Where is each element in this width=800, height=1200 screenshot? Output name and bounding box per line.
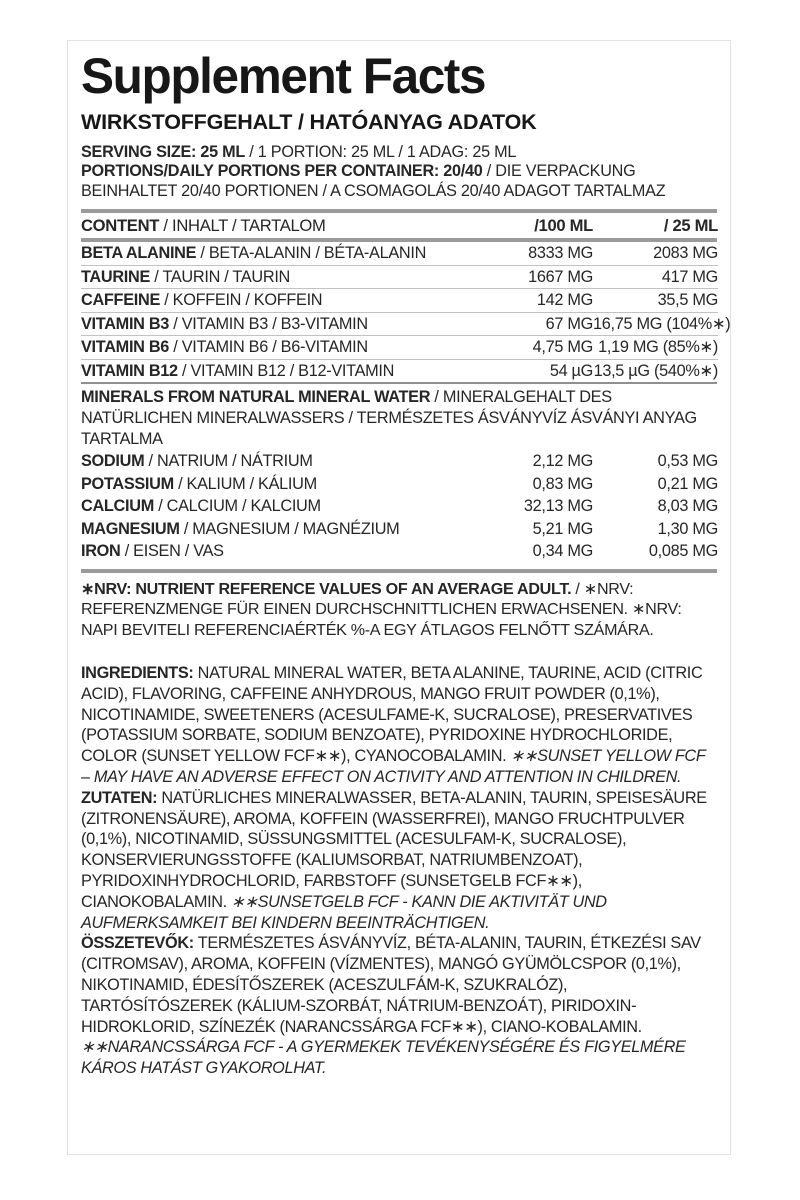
table-row — [81, 360, 718, 383]
ingredients-hu-body: TERMÉSZETES ÁSVÁNYVÍZ, BÉTA-ALANIN, TAURIN, ÉTKEZÉSI SAV (CITROMSAV), AROMA, KOFFEIN (VÍZMENTES), MANGÓ GYÜMÖLCSPOR (0,1%), NIKOTINAMID, ÉDESÍTŐSZEREK (ACESZULFÁM-K, SZUKRALÓZ), TARTÓSÍTÓSZEREK (KÁLIUM-SZORBÁT, NÁTRIUM-BENZOÁT), PIRIDOXIN-HIDROKLORID, SZÍNEZÉK (NARANCSSÁRGA FCF∗∗), CIANO-KOBALAMIN. — [81, 934, 701, 1036]
header-col-25ml: / 25 ML — [663, 216, 718, 235]
mineral-value-100ml: 32,13 MG — [523, 497, 593, 515]
mineral-value-25ml: 8,03 MG — [657, 497, 718, 515]
ingredients-en-warning: ∗∗SUNSET YELLOW FCF – MAY HAVE AN ADVERSE EFFECT ON ACTIVITY AND ATTENTION IN CHILDREN. — [81, 747, 706, 786]
nutrient-name: CAFFEINE — [81, 291, 161, 309]
subtitle: WIRKSTOFFGEHALT / HATÓANYAG ADATOK — [81, 110, 537, 134]
serving-size-label: SERVING SIZE: 25 ML — [81, 142, 246, 161]
table-header-row — [81, 213, 718, 238]
portions-label: PORTIONS/DAILY PORTIONS PER CONTAINER: 20/40 — [81, 162, 483, 180]
mineral-name: CALCIUM — [81, 497, 154, 515]
minerals-top-rule — [81, 382, 717, 384]
ingredients-de-body: NATÜRLICHES MINERALWASSER, BETA-ALANIN, TAURIN, SPEISESÄURE (ZITRONENSÄURE), AROMA, KOFFEIN (WASSERFREI), MANGO FRUCHTPULVER (0,1%), NICOTINAMID, SÜSSUNGSMITTEL (ACESULFAM-K, SUCRALOSE), KONSERVIERUNGSSTOFFE (KALIUMSORBAT, NATRIUMBENZOAT), PYRIDOXINHYDROCHLORID, FARBSTOFF (SUNSETGELB FCF∗∗), CIANOKOBALAMIN. — [81, 788, 707, 911]
mineral-value-100ml: 0,83 MG — [532, 474, 593, 493]
nutrient-name: VITAMIN B6 — [81, 338, 170, 356]
header-content-translations: / INHALT / TARTALOM — [159, 216, 326, 235]
ingredients-en-body: NATURAL MINERAL WATER, BETA ALANINE, TAURINE, ACID (CITRIC ACID), FLAVORING, CAFFEINE ANHYDROUS, MANGO FRUIT POWDER (0,1%), NICOTINAMIDE, SWEETENERS (ACESULFAME-K, SUCRALOSE), PRESERVATIVES (POTASSIUM SORBATE, SODIUM BENZOATE), PYRIDOXINE HYDROCHLORIDE, COLOR (SUNSET YELLOW FCF∗∗), CYANOCOBALAMIN. — [81, 664, 703, 766]
mineral-name-cell — [81, 518, 458, 541]
table-row — [81, 540, 718, 563]
ingredients-en-label: INGREDIENTS: — [81, 664, 194, 682]
nutrient-rows-body — [81, 242, 731, 382]
nutrient-name-cell — [81, 313, 458, 336]
header-content-label: CONTENT — [81, 216, 160, 235]
nutrient-name-cell — [81, 336, 458, 359]
ingredients-hu-label: ÖSSZETEVŐK: — [81, 934, 194, 953]
nutrient-name-translations: / BETA-ALANIN / BÉTA-ALANIN — [196, 244, 427, 262]
minerals-heading-label: MINERALS FROM NATURAL MINERAL WATER — [81, 388, 431, 406]
mineral-value-100ml: 0,34 MG — [532, 542, 593, 560]
table-row — [81, 313, 718, 336]
ingredients-de-label: ZUTATEN: — [81, 788, 158, 807]
header-content-cell — [81, 213, 458, 238]
mineral-value-25ml: 0,085 MG — [648, 542, 718, 560]
nutrient-value-100ml: 142 MG — [536, 291, 593, 309]
serving-size-line — [81, 143, 717, 163]
supplement-facts-panel — [67, 40, 731, 1155]
nutrient-value-25ml: 417 MG — [661, 267, 718, 286]
nutrient-value-100ml: 4,75 MG — [532, 338, 593, 356]
nutrient-value-25ml: 2083 MG — [653, 244, 718, 262]
nutrient-name: TAURINE — [81, 267, 151, 286]
nutrient-name-translations: / TAURIN / TAURIN — [150, 267, 290, 286]
portions-line-cont: BEINHALTET 20/40 PORTIONEN / A CSOMAGOLÁS 20/40 ADAGOT TARTALMAZ — [81, 181, 666, 200]
table-row — [81, 266, 718, 289]
nutrient-name: VITAMIN B12 — [81, 361, 178, 380]
nutrient-name-translations: / VITAMIN B6 / B6-VITAMIN — [169, 338, 368, 356]
mineral-value-25ml: 0,21 MG — [657, 474, 718, 493]
mineral-name-translations: / EISEN / VAS — [120, 542, 224, 560]
nutrient-name-cell — [81, 289, 458, 312]
nrv-label: ∗NRV: NUTRIENT REFERENCE VALUES OF AN AVERAGE ADULT. — [81, 579, 572, 598]
ingredients-en — [81, 663, 717, 788]
nutrient-value-100ml: 1667 MG — [528, 267, 593, 286]
mineral-name-cell — [81, 450, 458, 473]
minerals-rows-body — [81, 450, 718, 563]
mineral-name-translations: / KALIUM / KÁLIUM — [173, 474, 317, 493]
mineral-name-translations: / CALCIUM / KALCIUM — [153, 497, 321, 515]
mineral-name: MAGNESIUM — [81, 519, 180, 538]
nrv-translations: / ∗NRV: REFERENZMENGE FÜR EINEN DURCHSCHNITTLICHEN ERWACHSENEN. ∗NRV: NAPI BEVITELI REFERENCIAÉRTÉK %-A EGY ÁTLAGOS FELNŐTT SZÁMÁRA. — [81, 579, 682, 639]
table-row — [81, 336, 718, 359]
nutrient-name-cell — [81, 242, 458, 265]
nutrient-name-translations: / VITAMIN B3 / B3-VITAMIN — [169, 314, 368, 333]
nutrient-value-100ml: 54 µG — [549, 361, 593, 380]
mineral-name-translations: / MAGNESIUM / MAGNÉZIUM — [179, 519, 400, 538]
nutrient-name: BETA ALANINE — [81, 244, 197, 262]
minerals-heading — [81, 387, 717, 450]
nutrient-value-100ml: 67 MG — [545, 314, 593, 333]
table-row — [81, 518, 718, 541]
nutrient-value-25ml: 35,5 MG — [657, 291, 718, 309]
table-row — [81, 473, 718, 496]
nutrient-name-cell — [81, 360, 458, 383]
nutrient-name: VITAMIN B3 — [81, 314, 170, 333]
nutrient-value-25ml: 13,5 µG (540%∗) — [593, 361, 718, 380]
mineral-name: POTASSIUM — [81, 474, 174, 493]
portions-value: / DIE VERPACKUNG — [482, 162, 636, 180]
nutrient-name-translations: / KOFFEIN / KOFFEIN — [160, 291, 323, 309]
nrv-footnote — [81, 579, 717, 641]
minerals-heading-translations: / MINERALGEHALT DES NATÜRLICHEN MINERALWASSERS / TERMÉSZETES ÁSVÁNYVÍZ ÁSVÁNYI ANYAG TARTALMA — [81, 388, 697, 448]
serving-size-value: / 1 PORTION: 25 ML / 1 ADAG: 25 ML — [245, 142, 517, 161]
ingredients-hu-warning: ∗∗NARANCSSÁRGA FCF - A GYERMEKEK TEVÉKENYSÉGÉRE ÉS FIGYELMÉRE KÁROS HATÁST GYAKOROLHAT. — [81, 1038, 686, 1078]
page-title: Supplement Facts — [81, 48, 486, 104]
portions-line — [81, 162, 717, 182]
nutrient-name-translations: / VITAMIN B12 / B12-VITAMIN — [177, 361, 395, 380]
nutrient-value-100ml: 8333 MG — [528, 244, 593, 262]
mineral-name-cell — [81, 495, 458, 518]
mineral-value-25ml: 1,30 MG — [657, 519, 718, 538]
table-row — [81, 289, 718, 312]
minerals-table — [81, 450, 718, 563]
mineral-name: SODIUM — [81, 452, 145, 470]
nutrient-table — [81, 213, 718, 238]
mineral-name: IRON — [81, 542, 121, 560]
ingredients-de — [81, 788, 717, 934]
mineral-value-100ml: 5,21 MG — [532, 519, 593, 538]
serving-info — [81, 143, 717, 202]
mineral-name-cell — [81, 540, 458, 563]
ingredients-de-warning: ∗∗SUNSETGELB FCF - KANN DIE AKTIVITÄT UND AUFMERKSAMKEIT BEI KINDERN BEEINTRÄCHTIGEN. — [81, 892, 607, 932]
table-row — [81, 450, 718, 473]
mineral-name-translations: / NATRIUM / NÁTRIUM — [144, 452, 313, 470]
nrv-top-rule — [81, 569, 717, 573]
mineral-value-25ml: 0,53 MG — [657, 452, 718, 470]
mineral-value-100ml: 2,12 MG — [532, 452, 593, 470]
nutrient-name-cell — [81, 266, 458, 289]
nutrient-value-25ml: 1,19 MG (85%∗) — [598, 338, 718, 356]
table-row — [81, 495, 718, 518]
nutrient-value-25ml: 16,75 MG (104%∗) — [593, 314, 731, 333]
table-row — [81, 242, 718, 265]
mineral-name-cell — [81, 473, 458, 496]
ingredients-hu — [81, 933, 717, 1079]
header-col-100ml: /100 ML — [534, 216, 593, 235]
nutrient-rows-table — [81, 242, 731, 382]
